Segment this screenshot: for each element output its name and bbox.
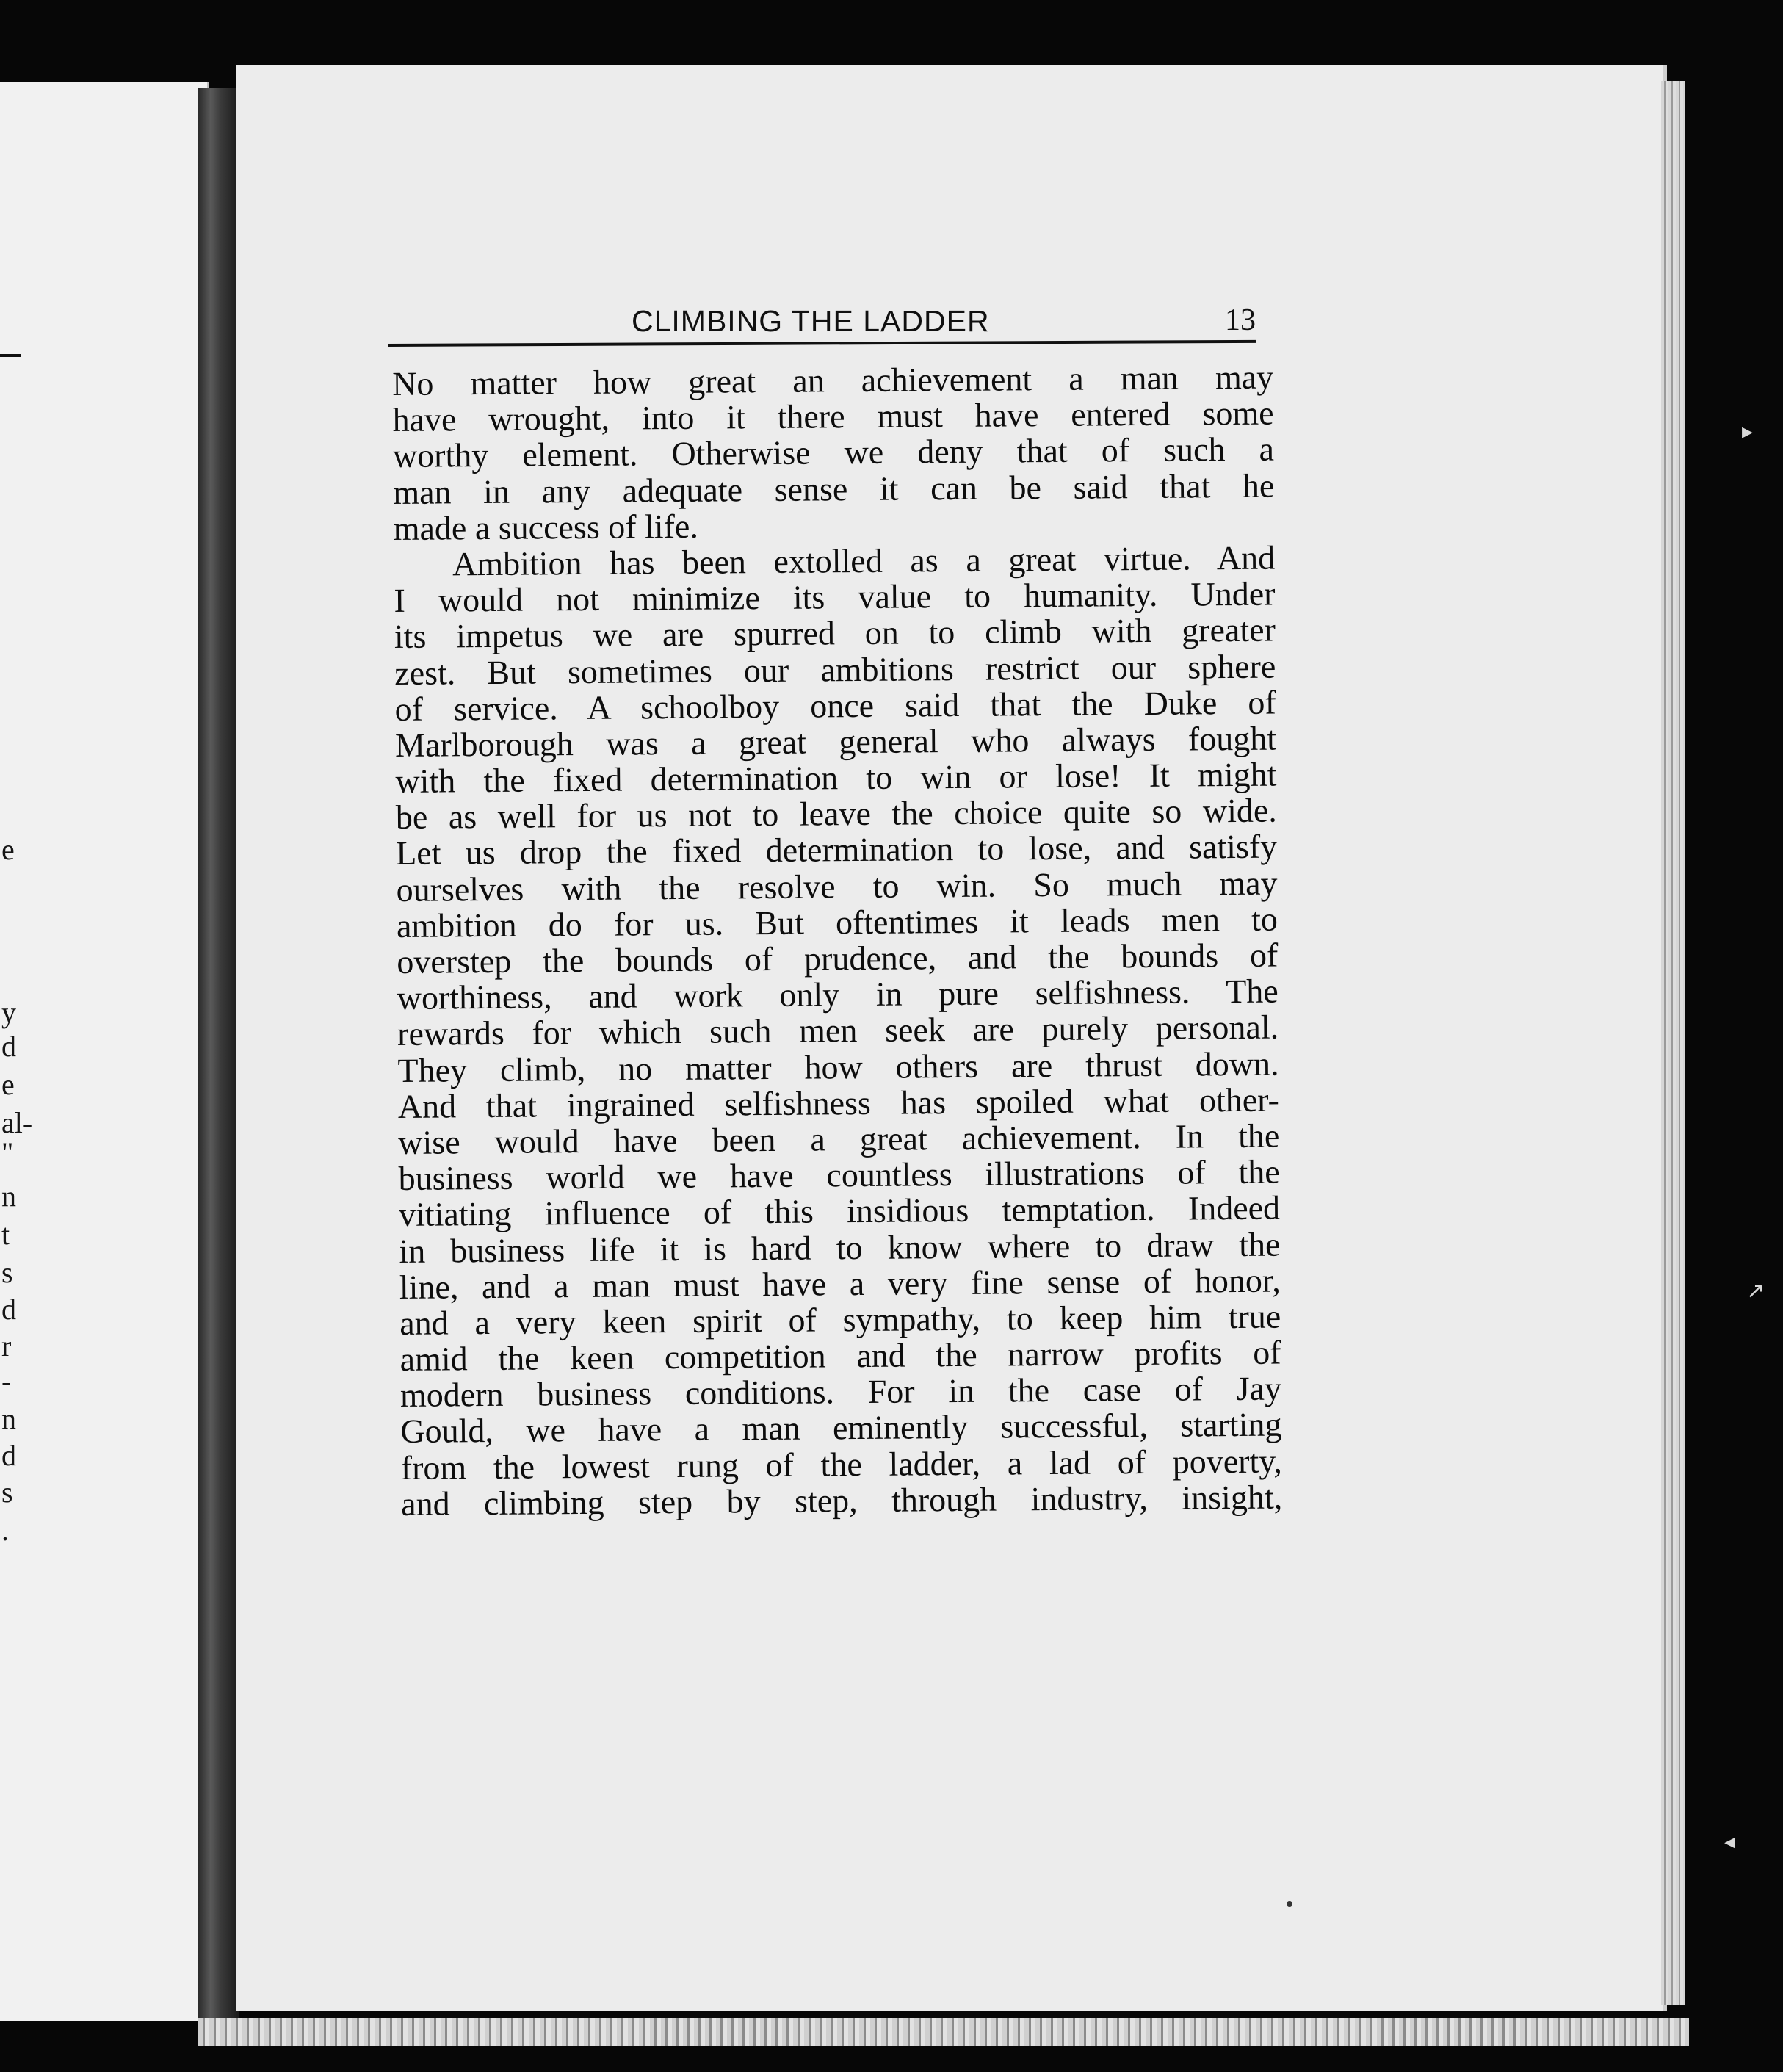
text-line: and climbing step by step, through industry, insight,	[400, 1478, 1283, 1523]
page-number: 13	[1225, 303, 1256, 337]
left-page-fragment: d	[1, 1293, 16, 1326]
text-line: with the fixed determination to win or lose! It might	[395, 755, 1277, 801]
running-head	[389, 304, 1256, 345]
text-line: amid the keen competition and the narrow profits of	[399, 1333, 1281, 1379]
text-line: And that ingrained selfishness has spoiled what other-	[397, 1080, 1280, 1125]
left-page-fragment: .	[1, 1514, 9, 1547]
text-line: business world we have countless illustrations of the	[398, 1152, 1280, 1198]
left-page-fragment: d	[1, 1030, 16, 1063]
left-page-fragment: t	[1, 1218, 10, 1251]
left-page-fragment: al-	[1, 1106, 33, 1139]
left-page-fragment: -	[1, 1365, 12, 1398]
edge-speck-icon: ◂	[1724, 1829, 1736, 1855]
text-line: and a very keen spirit of sympathy, to keep him true	[399, 1297, 1281, 1342]
text-line: ourselves with the resolve to win. So much may	[396, 864, 1278, 909]
text-line: man in any adequate sense it can be said that he	[393, 466, 1275, 511]
text-line: They climb, no matter how others are thrust down.	[397, 1044, 1279, 1089]
left-page-fragment: s	[1, 1476, 13, 1509]
text-line: worthy element. Otherwise we deny that of such a	[392, 430, 1275, 475]
text-line: from the lowest rung of the ladder, a lad of poverty,	[400, 1442, 1282, 1487]
text-line: zest. But sometimes our ambitions restrict our sphere	[394, 647, 1276, 692]
text-line: Marlborough was a great general who always fought	[394, 719, 1277, 764]
left-page	[0, 82, 209, 2021]
text-line: of service. A schoolboy once said that the Duke of	[394, 683, 1276, 728]
left-page-fragment: e	[1, 1068, 15, 1101]
text-line: Let us drop the fixed determination to lose, and satisfy	[396, 827, 1278, 873]
text-line: made a success of life.	[393, 507, 699, 547]
text-line: worthiness, and work only in pure selfishness. The	[397, 972, 1279, 1017]
left-page-fragment: d	[1, 1439, 16, 1472]
left-page-fragment: e	[1, 833, 15, 866]
ink-speck	[1287, 1901, 1292, 1907]
left-page-fragment: r	[1, 1329, 12, 1362]
text-line: I would not minimize its value to humanity. Under	[394, 574, 1276, 620]
left-page-fragment: "	[1, 1136, 14, 1169]
text-line: vitiating influence of this insidious temptation. Indeed	[398, 1188, 1281, 1234]
text-line: be as well for us not to leave the choice quite so wide.	[395, 791, 1277, 837]
text-line: rewards for which such men seek are purely personal.	[397, 1008, 1279, 1053]
text-line: Gould, we have a man eminently successful, starting	[400, 1405, 1282, 1451]
text-line: its impetus we are spurred on to climb with greater	[394, 610, 1276, 656]
running-title: CLIMBING THE LADDER	[632, 304, 990, 338]
body-text	[392, 359, 1282, 1522]
page-edge	[1661, 81, 1685, 2005]
book-spine	[198, 88, 239, 2020]
text-line: Ambition has been extolled as a great virtue. And	[452, 538, 1276, 583]
left-page-fragment: n	[1, 1180, 16, 1213]
left-page-rule	[0, 354, 21, 357]
left-page-fragment: n	[1, 1402, 16, 1435]
left-page-fragment: s	[1, 1256, 13, 1289]
edge-speck-icon: ↗	[1746, 1278, 1765, 1304]
text-line: No matter how great an achievement a man may	[391, 358, 1274, 403]
text-line: overstep the bounds of prudence, and the bounds of	[397, 936, 1279, 981]
left-page-fragment: y	[1, 996, 16, 1029]
text-line: line, and a man must have a very fine sense of honor,	[399, 1261, 1281, 1306]
text-line: wise would have been a great achievement. In the	[398, 1116, 1280, 1161]
text-line: in business life it is hard to know where to draw the	[399, 1225, 1281, 1270]
edge-speck-icon: ▸	[1742, 419, 1754, 444]
text-line: modern business conditions. For in the case of Jay	[399, 1369, 1282, 1415]
text-line: have wrought, into it there must have entered some	[392, 394, 1274, 439]
page-bottom-edge	[198, 2018, 1689, 2046]
text-line: ambition do for us. But oftentimes it leads men to	[396, 900, 1279, 945]
